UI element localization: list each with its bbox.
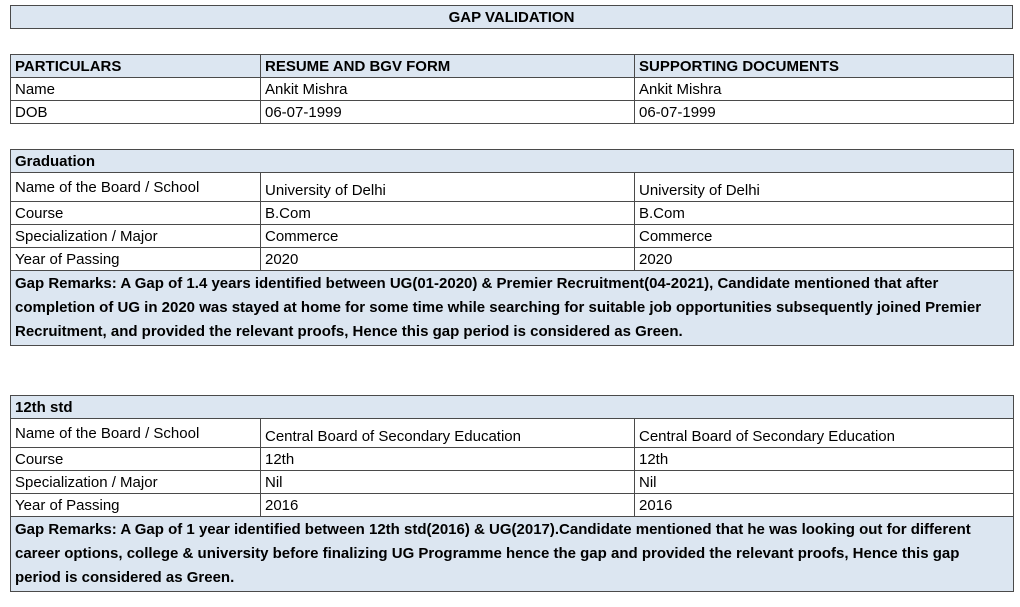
page-title: GAP VALIDATION [11, 6, 1013, 29]
docs-value: Central Board of Secondary Education [635, 419, 1014, 448]
header-row [11, 55, 1014, 78]
resume-value: 12th [261, 448, 635, 471]
gap-remarks-12th: Gap Remarks: A Gap of 1 year identified between 12th std(2016) & UG(2017).Candidate mentioned that he was looking out for different career options, college & university before finalizing UG Programme hence the gap and provided the relevant proofs, Hence this gap period is considered as Green. [11, 517, 1014, 592]
resume-value: Ankit Mishra [261, 78, 635, 101]
docs-value: Nil [635, 471, 1014, 494]
resume-value: 2016 [261, 494, 635, 517]
row-label: Name of the Board / School [11, 173, 261, 202]
table-row [11, 448, 1014, 471]
table-row [11, 225, 1014, 248]
row-label: DOB [11, 101, 261, 124]
resume-value: 06-07-1999 [261, 101, 635, 124]
docs-value: 2020 [635, 248, 1014, 271]
row-label: Course [11, 202, 261, 225]
header-particulars: PARTICULARS [11, 55, 261, 78]
resume-value: Commerce [261, 225, 635, 248]
row-label: Name of the Board / School [11, 419, 261, 448]
table-row [11, 202, 1014, 225]
table-row [11, 78, 1014, 101]
table-row [11, 494, 1014, 517]
table-row [11, 173, 1014, 202]
header-resume-bgv: RESUME AND BGV FORM [261, 55, 635, 78]
twelfth-table [10, 395, 1014, 592]
docs-value: 12th [635, 448, 1014, 471]
row-label: Year of Passing [11, 248, 261, 271]
table-row [11, 248, 1014, 271]
resume-value: Nil [261, 471, 635, 494]
docs-value: 06-07-1999 [635, 101, 1014, 124]
row-label: Specialization / Major [11, 471, 261, 494]
docs-value: 2016 [635, 494, 1014, 517]
row-label: Course [11, 448, 261, 471]
docs-value: Ankit Mishra [635, 78, 1014, 101]
title-table [10, 5, 1013, 29]
table-row [11, 101, 1014, 124]
section-heading-12th: 12th std [11, 396, 1014, 419]
docs-value: Commerce [635, 225, 1014, 248]
table-row [11, 419, 1014, 448]
gap-remarks-graduation: Gap Remarks: A Gap of 1.4 years identified between UG(01-2020) & Premier Recruitment(04-2021), Candidate mentioned that after completion of UG in 2020 was stayed at home for some time while searching for suitable job opportunities subsequently joined Premier Recruitment, and provided the relevant proofs, Hence this gap period is considered as Green. [11, 271, 1014, 346]
row-label: Year of Passing [11, 494, 261, 517]
row-label: Specialization / Major [11, 225, 261, 248]
row-label: Name [11, 78, 261, 101]
table-row [11, 471, 1014, 494]
particulars-table [10, 54, 1014, 124]
section-heading-graduation: Graduation [11, 150, 1014, 173]
resume-value: B.Com [261, 202, 635, 225]
docs-value: B.Com [635, 202, 1014, 225]
resume-value: Central Board of Secondary Education [261, 419, 635, 448]
header-supporting-docs: SUPPORTING DOCUMENTS [635, 55, 1014, 78]
resume-value: University of Delhi [261, 173, 635, 202]
graduation-table [10, 149, 1014, 346]
docs-value: University of Delhi [635, 173, 1014, 202]
resume-value: 2020 [261, 248, 635, 271]
